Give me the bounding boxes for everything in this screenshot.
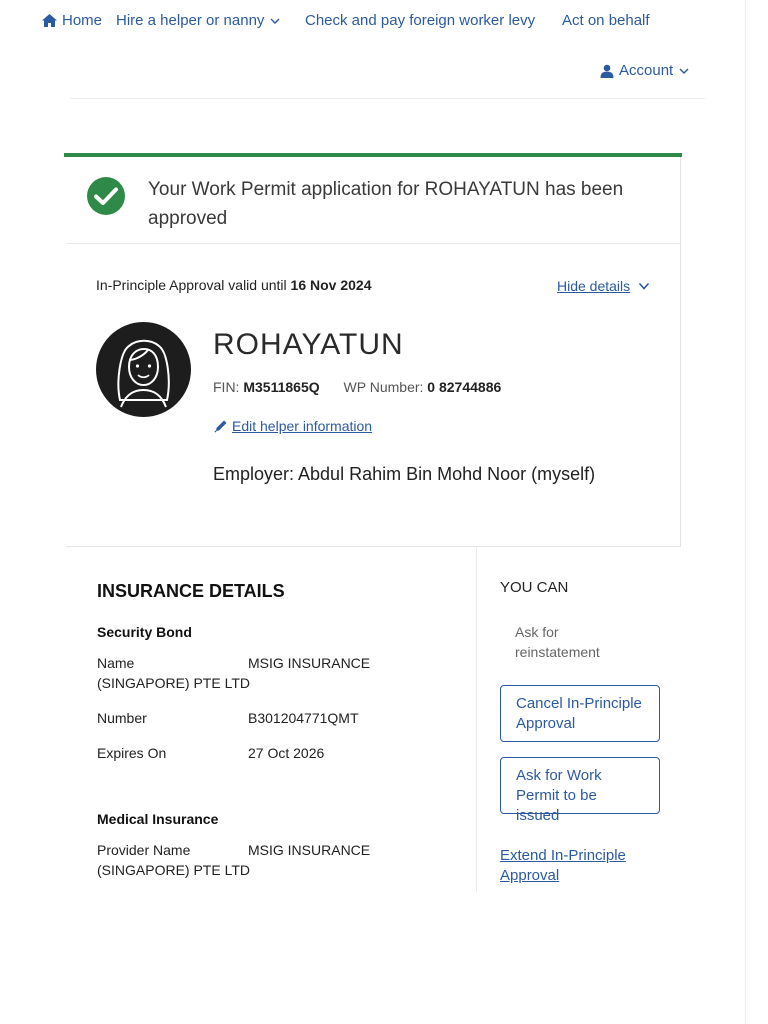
check-circle-icon (86, 176, 126, 216)
edit-helper-link[interactable] (214, 418, 372, 434)
nav-hire-helper-menu[interactable] (116, 12, 281, 29)
nav-home-label: Home (62, 12, 103, 29)
employer-text: Employer: Abdul Rahim Bin Mohd Noor (myself) (213, 464, 596, 484)
bond-name-label: Name (97, 655, 135, 671)
account-label: Account (619, 62, 674, 79)
helper-avatar (96, 322, 191, 417)
bond-number-value: B301204771QMT (248, 710, 359, 726)
ipa-date: 16 Nov 2024 (290, 277, 372, 293)
success-alert (86, 172, 676, 236)
nav-divider (70, 98, 705, 99)
chevron-down-icon (638, 280, 650, 292)
helper-ids (213, 379, 501, 395)
security-bond-heading: Security Bond (97, 624, 192, 640)
nav-levy-link[interactable] (305, 12, 535, 29)
ask-work-permit-button[interactable]: Ask for Work Permit to be issued (500, 757, 660, 814)
alert-divider (66, 243, 680, 244)
ask-reinstatement-text: Ask for reinstatement (515, 624, 600, 660)
pencil-icon (214, 419, 228, 433)
ipa-validity (96, 277, 372, 293)
wp-number-label: WP Number: (343, 379, 424, 395)
ipa-label: In-Principle Approval valid until (96, 277, 287, 293)
extend-ipa-link[interactable]: Extend In-Principle Approval (500, 847, 626, 884)
provider-name-value-cont: (SINGAPORE) PTE LTD (97, 862, 250, 878)
medical-insurance-heading: Medical Insurance (97, 811, 219, 827)
user-icon (600, 64, 614, 78)
wp-number-value: 0 82744886 (427, 379, 502, 395)
nav-levy-label: Check and pay foreign worker levy (305, 12, 536, 29)
fin-value: M3511865Q (243, 379, 320, 395)
nav-hire-label: Hire a helper or nanny (116, 12, 265, 29)
bond-name-value: MSIG INSURANCE (248, 655, 371, 671)
bond-number-label: Number (97, 710, 147, 726)
you-can-heading: YOU CAN (500, 579, 569, 596)
chevron-down-icon (269, 15, 281, 27)
bond-expiry-label: Expires On (97, 745, 167, 761)
alert-message: Your Work Permit application for ROHAYATUN has been approved (148, 179, 624, 229)
section-divider (66, 546, 680, 547)
cancel-ipa-button[interactable]: Cancel In-Principle Approval (500, 685, 660, 742)
provider-name-value: MSIG INSURANCE (248, 842, 371, 858)
card-border (680, 157, 681, 547)
nav-act-on-behalf-link[interactable] (562, 12, 650, 29)
home-icon (42, 14, 57, 27)
provider-name-label: Provider Name (97, 842, 191, 858)
fin-label: FIN: (213, 379, 240, 395)
account-menu[interactable] (600, 62, 690, 79)
bond-name-value-cont: (SINGAPORE) PTE LTD (97, 675, 250, 691)
edit-helper-label: Edit helper information (232, 418, 373, 434)
top-navigation (42, 12, 722, 36)
insurance-title: INSURANCE DETAILS (97, 581, 285, 601)
helper-name: ROHAYATUN (213, 328, 404, 361)
woman-avatar-icon (96, 322, 191, 417)
nav-home-link[interactable] (42, 12, 102, 29)
page-edge (745, 0, 746, 1024)
chevron-down-icon (678, 65, 690, 77)
bond-expiry-value: 27 Oct 2026 (248, 745, 325, 761)
hide-details-link[interactable] (557, 278, 650, 294)
column-divider (476, 547, 477, 892)
hide-details-label: Hide details (557, 278, 631, 294)
nav-behalf-label: Act on behalf (562, 12, 650, 29)
